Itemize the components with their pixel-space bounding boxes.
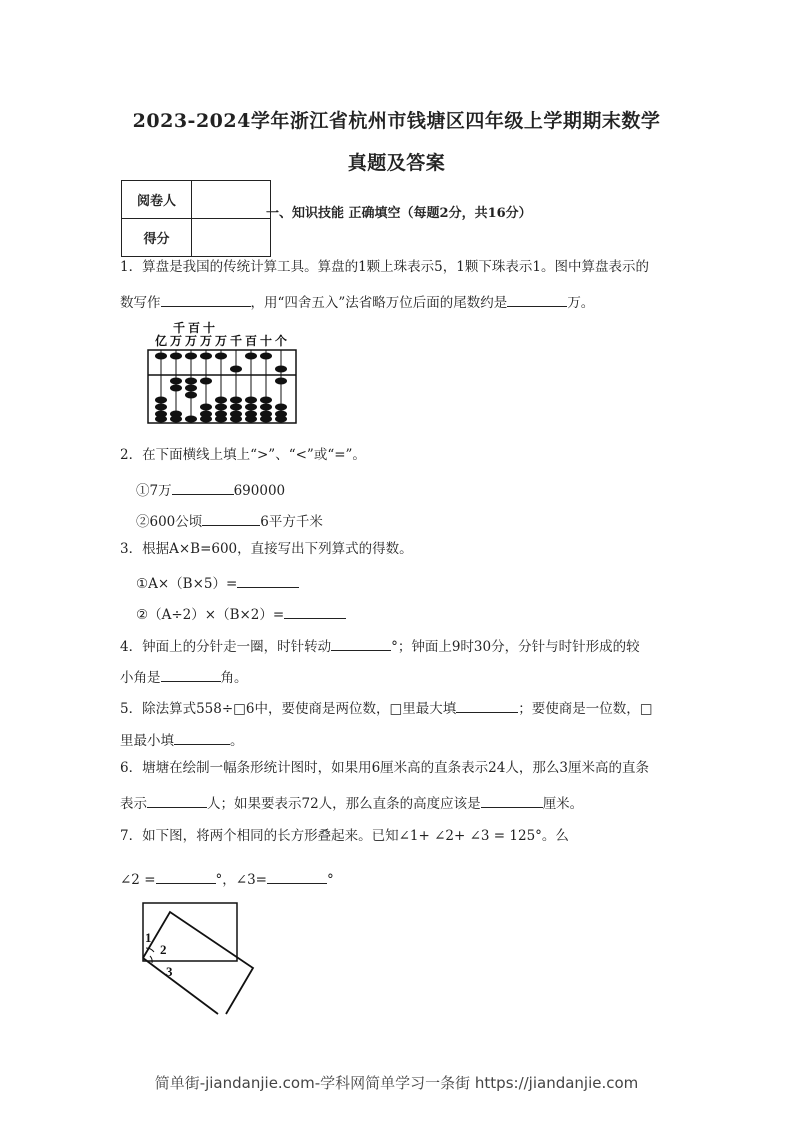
- q7-text-a: ∠2 =: [120, 872, 156, 888]
- q2-item2-right: 6平方千米: [260, 514, 323, 530]
- q4-blank-1[interactable]: [331, 637, 391, 651]
- q3-item2-text: ②（A÷2）×（B×2）=: [136, 607, 285, 623]
- q3-item1: [136, 574, 299, 592]
- reviewer-label: 阅卷人: [122, 181, 192, 219]
- q5-text-c: 里最小填: [120, 733, 174, 749]
- abacus-label-bottom-0: 亿: [155, 334, 168, 348]
- abacus-label-bottom-5: 千: [230, 334, 243, 348]
- q6-blank-1[interactable]: [147, 794, 207, 808]
- reviewer-cell: [192, 181, 271, 219]
- q4-line2: [120, 668, 248, 686]
- abacus-label-bottom-8: 个: [275, 334, 288, 348]
- page-title-line1: 2023-2024学年浙江省杭州市钱塘区四年级上学期期末数学: [132, 110, 661, 132]
- abacus-label-bottom-7: 十: [260, 334, 273, 348]
- q1-text-b: ，用“四舍五入”法省略万位后面的尾数约是: [250, 295, 508, 311]
- abacus-label-top-2: 十: [203, 321, 216, 335]
- q6-blank-2[interactable]: [481, 794, 543, 808]
- angle-label-2: 2: [160, 942, 167, 957]
- q2-item1-left: ①7万: [136, 483, 172, 499]
- q4-text-c: 小角是: [120, 670, 161, 686]
- q2-item2: [136, 512, 323, 530]
- q7-blank-1[interactable]: [156, 870, 216, 884]
- q5-line2: [120, 731, 244, 749]
- rectangles-figure: [130, 896, 260, 1022]
- page-footer: 简单街-jiandanjie.com-学科网简单学习一条街 https://jiandanjie.com: [154, 1074, 639, 1092]
- q5-blank-2[interactable]: [174, 731, 230, 745]
- abacus-label-bottom-6: 百: [245, 334, 258, 348]
- q1-text-a: 数写作: [120, 295, 161, 311]
- q2-stem: 2．在下面横线上填上“>”、“<”或“=”。: [120, 447, 366, 463]
- q3-blank-2[interactable]: [284, 605, 346, 619]
- q1-line1: 1．算盘是我国的传统计算工具。算盘的1颗上珠表示5，1颗下珠表示1。图中算盘表示的: [120, 259, 649, 275]
- q2-item1: [136, 481, 285, 499]
- q2-item1-right: 690000: [233, 483, 286, 499]
- q6-line1: 6．塘塘在绘制一幅条形统计图时，如果用6厘米高的直条表示24人，那么3厘米高的直条: [120, 760, 649, 776]
- q5-text-b: ；要使商是一位数，□: [518, 701, 653, 717]
- q7-text-b: °，∠3=: [215, 872, 267, 888]
- q4-text-d: 角。: [220, 670, 248, 686]
- q7-line2: [120, 870, 334, 888]
- q2-blank-2[interactable]: [202, 512, 260, 526]
- q1-blank-2[interactable]: [507, 293, 567, 307]
- abacus-label-bottom-1: 万: [170, 334, 183, 348]
- q5-line1: [120, 699, 653, 717]
- q5-text-d: 。: [230, 733, 244, 749]
- q4-text-a: 4．钟面上的分针走一圈，时针转动: [120, 639, 332, 655]
- q3-blank-1[interactable]: [237, 574, 299, 588]
- q5-text-a: 5．除法算式558÷□6中，要使商是两位数，□里最大填: [120, 701, 457, 717]
- q2-blank-1[interactable]: [172, 481, 234, 495]
- angle-label-3: 3: [166, 964, 173, 979]
- q4-line1: [120, 637, 640, 655]
- q7-blank-2[interactable]: [267, 870, 327, 884]
- angle-label-1: 1: [145, 930, 152, 945]
- q1-text-c: 万。: [567, 295, 595, 311]
- q7-line1: 7．如下图，将两个相同的长方形叠起来。已知∠1+ ∠2+ ∠3 = 125°。么: [120, 828, 569, 844]
- q3-item2: [136, 605, 346, 623]
- q2-item2-left: ②600公顷: [136, 514, 203, 530]
- section1-heading: 一、知识技能 正确填空（每题2分，共16分）: [266, 206, 532, 221]
- q7-text-c: °: [326, 872, 334, 888]
- abacus-label-bottom-2: 万: [185, 334, 198, 348]
- score-table: [121, 180, 271, 257]
- score-label: 得分: [122, 219, 192, 257]
- score-cell: [192, 219, 271, 257]
- q6-text-b: 人；如果要表示72人，那么直条的高度应该是: [207, 796, 481, 812]
- abacus-figure: [145, 320, 305, 426]
- abacus-label-bottom-3: 万: [200, 334, 213, 348]
- q1-blank-1[interactable]: [161, 293, 251, 307]
- q6-text-a: 表示: [120, 796, 147, 812]
- abacus-label-bottom-4: 万: [215, 334, 228, 348]
- q6-text-c: 厘米。: [542, 796, 584, 812]
- q1-line2: [120, 293, 594, 311]
- q3-item1-text: ①A×（B×5）=: [136, 576, 238, 592]
- q4-blank-2[interactable]: [161, 668, 221, 682]
- q6-line2: [120, 794, 583, 812]
- q5-blank-1[interactable]: [456, 699, 518, 713]
- q4-text-b: °；钟面上9时30分，分针与时针形成的较: [391, 639, 640, 655]
- page-title-line2: 真题及答案: [347, 152, 446, 174]
- q3-stem: 3．根据A×B=600，直接写出下列算式的得数。: [120, 541, 413, 557]
- abacus-label-top-0: 千: [173, 321, 186, 335]
- abacus-label-top-1: 百: [188, 321, 201, 335]
